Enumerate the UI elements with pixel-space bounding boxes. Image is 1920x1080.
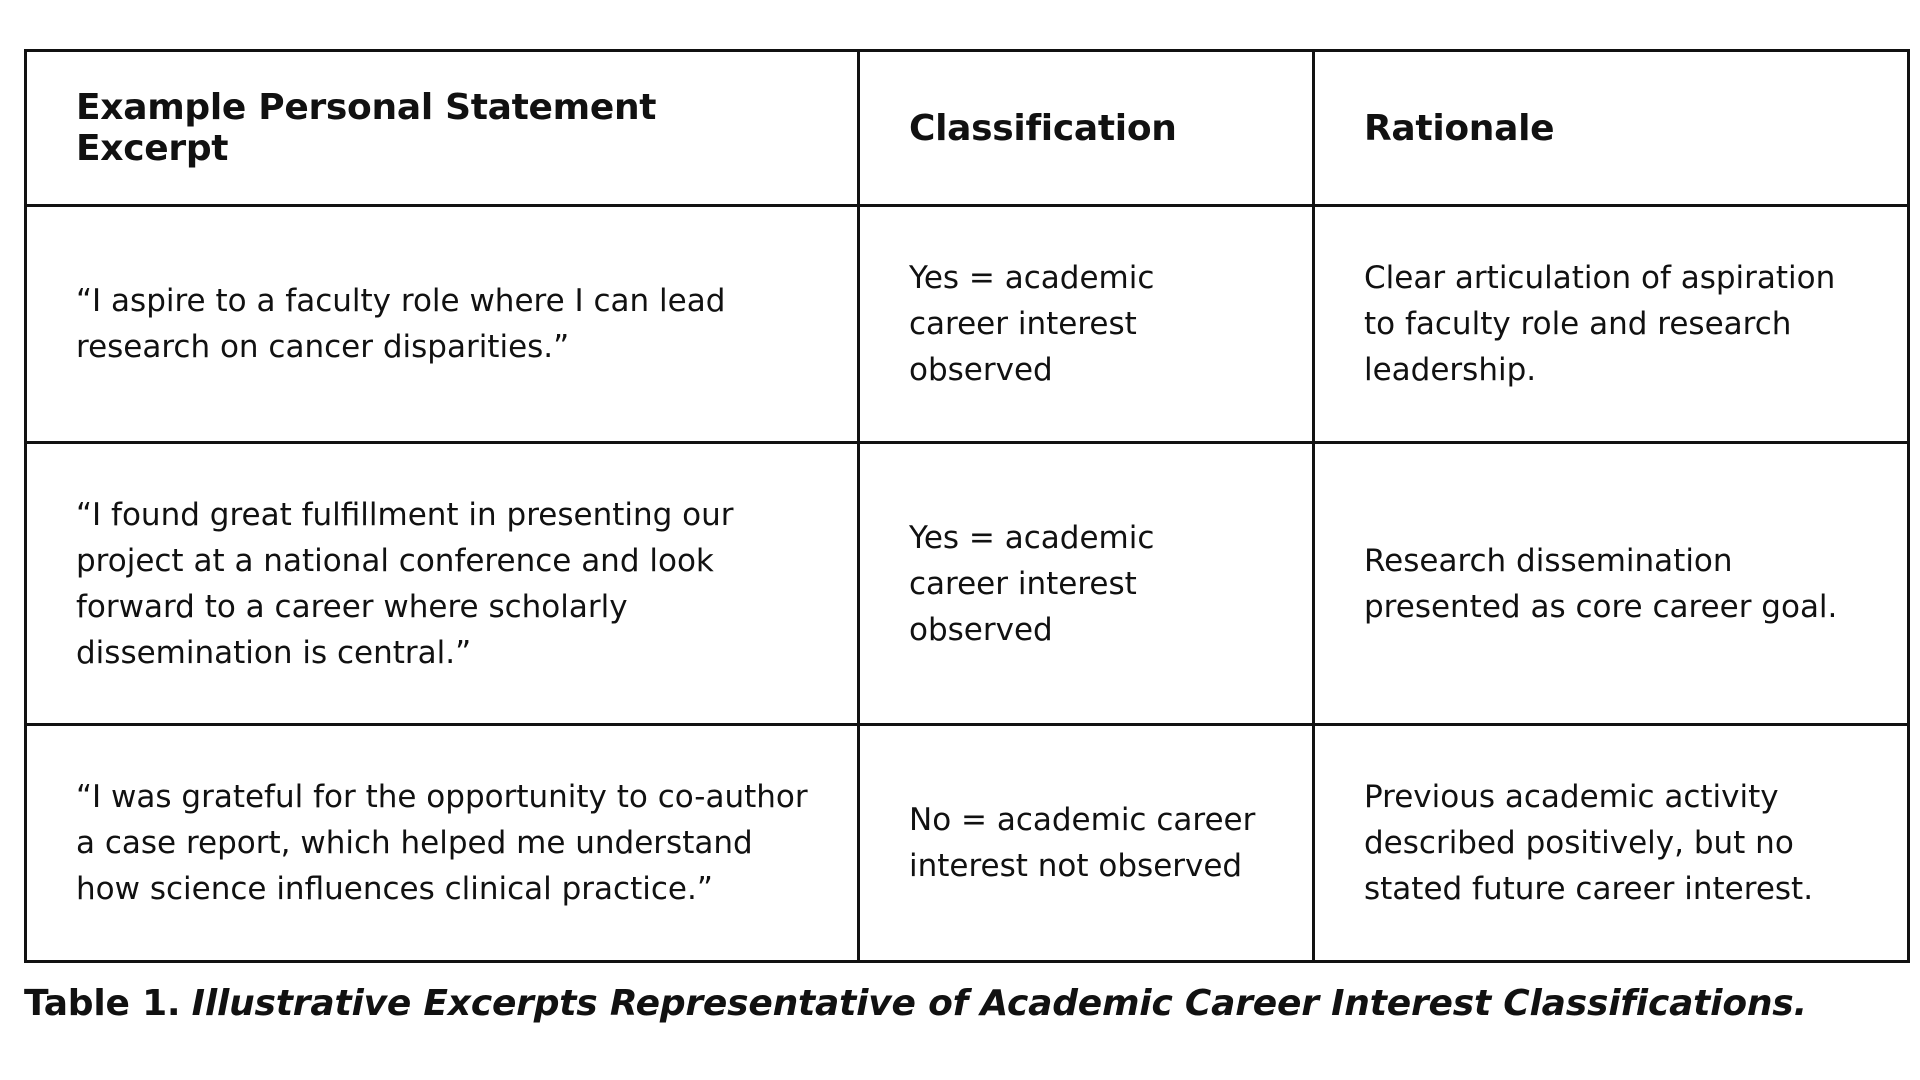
excerpt-cell: “I found great fulfillment in presenting our project at a national conference and look forward to a career where scholarly dissemination is central.” xyxy=(26,443,859,725)
table-row xyxy=(26,443,1909,725)
table-row xyxy=(26,206,1909,443)
caption-label: Table 1. xyxy=(24,983,181,1024)
classification-cell: Yes = academic career interest observed xyxy=(859,443,1314,725)
excerpt-cell: “I was grateful for the opportunity to co-author a case report, which helped me understand how science influences clinical practice.” xyxy=(26,725,859,962)
rationale-cell: Previous academic activity described positively, but no stated future career interest. xyxy=(1314,725,1909,962)
classification-table xyxy=(24,49,1910,963)
rationale-cell: Clear articulation of aspiration to faculty role and research leadership. xyxy=(1314,206,1909,443)
header-classification: Classification xyxy=(859,51,1314,206)
header-excerpt: Example Personal Statement Excerpt xyxy=(26,51,859,206)
classification-cell: Yes = academic career interest observed xyxy=(859,206,1314,443)
excerpt-cell: “I aspire to a faculty role where I can lead research on cancer disparities.” xyxy=(26,206,859,443)
table-row xyxy=(26,725,1909,962)
caption-title: Illustrative Excerpts Representative of Academic Career Interest Classifications. xyxy=(191,983,1807,1024)
rationale-cell: Research dissemination presented as core career goal. xyxy=(1314,443,1909,725)
header-rationale: Rationale xyxy=(1314,51,1909,206)
table-caption xyxy=(24,982,1807,1026)
classification-cell: No = academic career interest not observed xyxy=(859,725,1314,962)
table-header-row xyxy=(26,51,1909,206)
